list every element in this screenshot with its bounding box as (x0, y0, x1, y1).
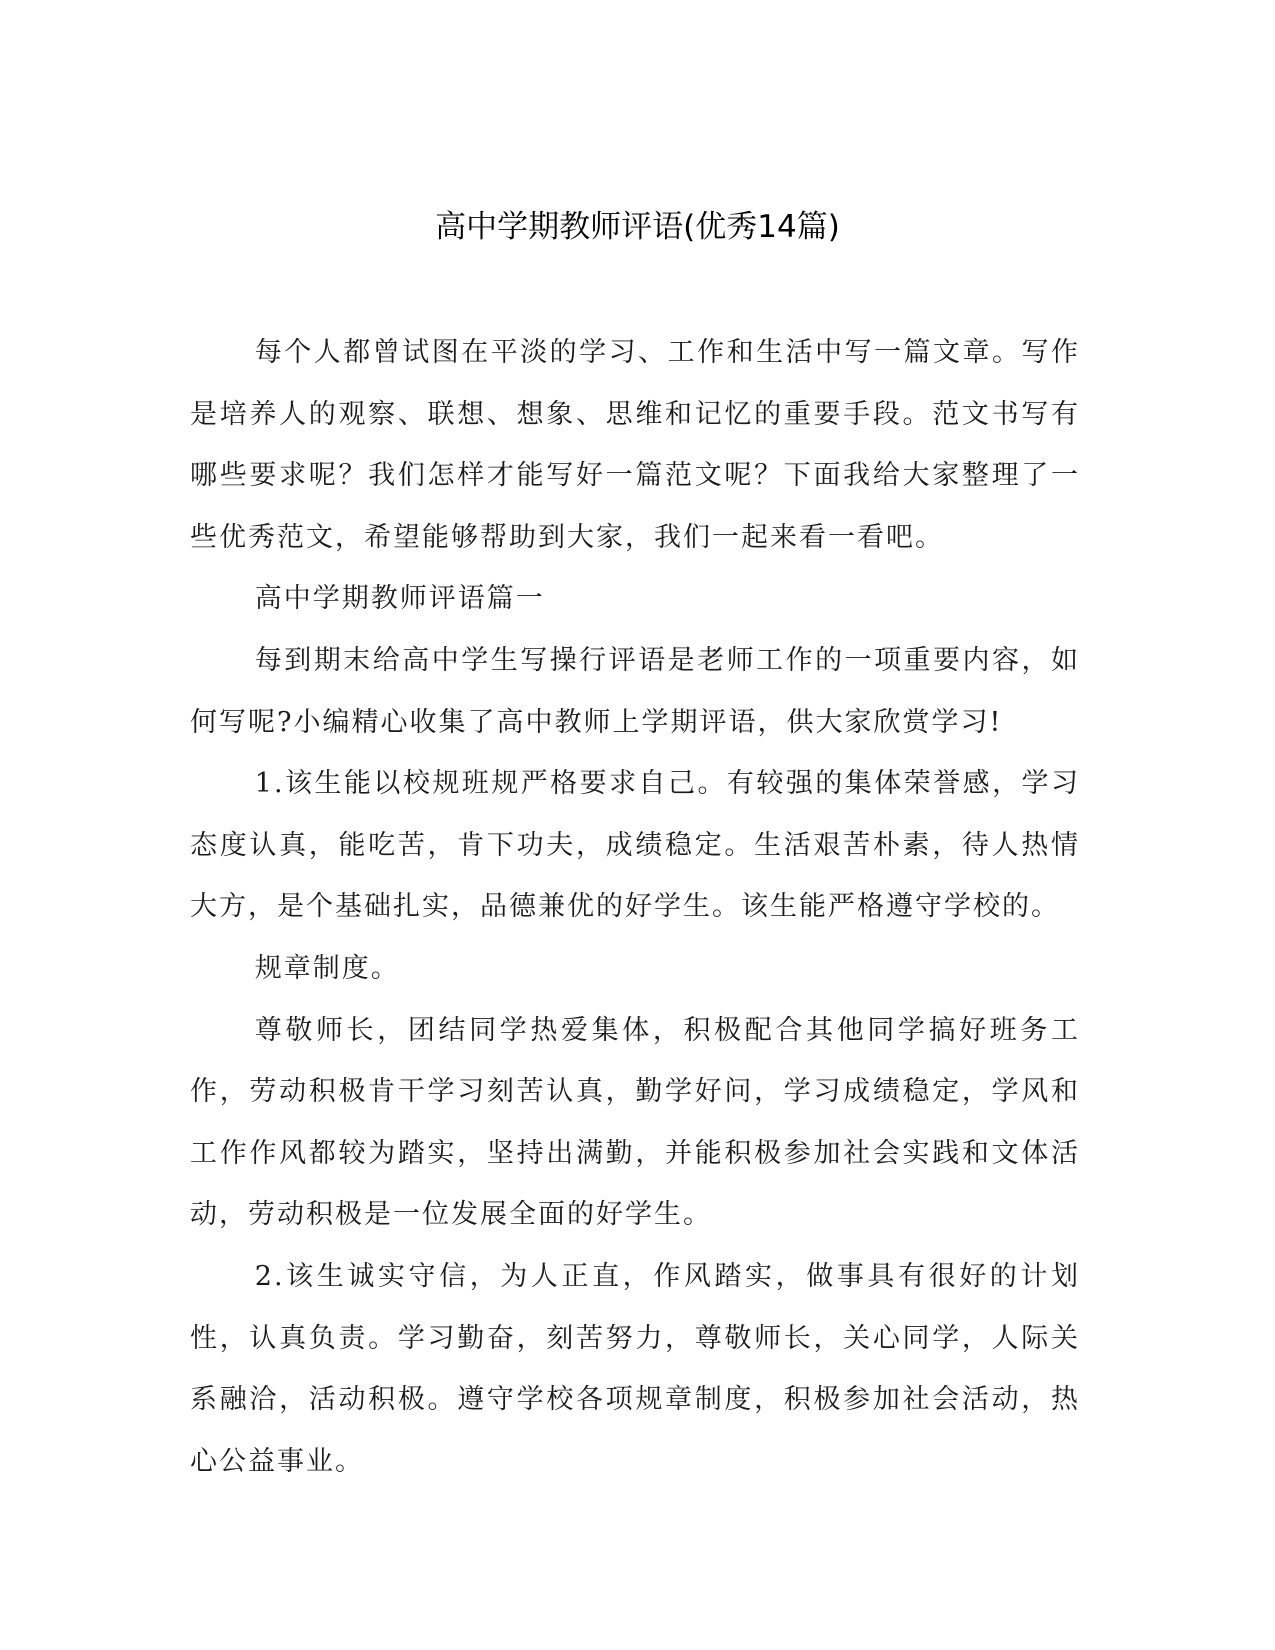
body-paragraph: 规章制度。 (254, 952, 400, 984)
comment-paragraph-1: 1.该生能以校规班规严格要求自己。有较强的集体荣誉感，学习态度认真，能吃苦，肯下功夫，成绩稳定。生活艰苦朴素，待人热情大方，是个基础扎实，品德兼优的好学生。该生能严格遵守学校的。 (190, 768, 1080, 923)
document-body (190, 322, 1080, 1492)
document-title: 高中学期教师评语(优秀14篇) (435, 209, 840, 245)
body-paragraph: 每到期末给高中学生写操行评语是老师工作的一项重要内容，如何写呢?小编精心收集了高中教师上学期评语，供大家欣赏学习! (190, 644, 1080, 738)
section-heading: 高中学期教师评语篇一 (254, 583, 545, 615)
body-paragraph: 尊敬师长，团结同学热爱集体，积极配合其他同学搞好班务工作，劳动积极肯干学习刻苦认真，勤学好问，学习成绩稳定，学风和工作作风都较为踏实，坚持出满勤，并能积极参加社会实践和文体活动，劳动积极是一位发展全面的好学生。 (190, 1014, 1080, 1231)
comment-paragraph-2: 2.该生诚实守信，为人正直，作风踏实，做事具有很好的计划性，认真负责。学习勤奋，刻苦努力，尊敬师长，关心同学，人际关系融洽，活动积极。遵守学校各项规章制度，积极参加社会活动，热心公益事业。 (190, 1260, 1080, 1477)
intro-paragraph: 每个人都曾试图在平淡的学习、工作和生活中写一篇文章。写作是培养人的观察、联想、想象、思维和记忆的重要手段。范文书写有哪些要求呢？我们怎样才能写好一篇范文呢？下面我给大家整理了一些优秀范文，希望能够帮助到大家，我们一起来看一看吧。 (190, 337, 1080, 553)
